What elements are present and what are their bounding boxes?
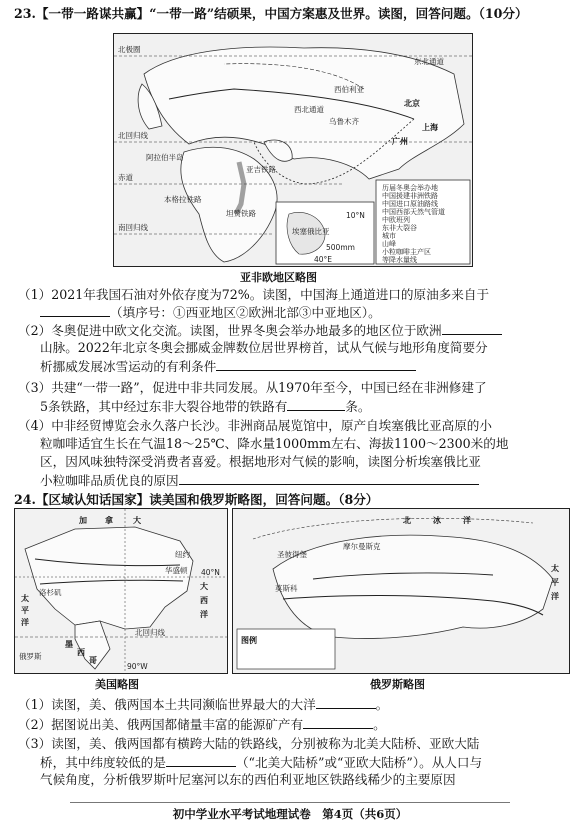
label-siberia: 西伯利亚 <box>334 85 364 94</box>
label-atlantic-3: 洋 <box>200 610 208 619</box>
q23-3-line2: 5条铁路，其中经过东非大裂谷地带的铁路有 条。 <box>40 399 371 414</box>
asia-africa-europe-map <box>113 33 473 267</box>
label-pacific-r2: 平 <box>551 578 559 587</box>
q23-2-line1: （2）冬奥促进中欧文化交流。读图，世界冬奥会举办地最多的地区位于欧洲 <box>18 322 502 339</box>
q24-1-line1: （1）读图，美、俄两国本土共同濒临世界最大的大洋 。 <box>18 697 389 712</box>
q23-4-line3: 区，因风味独特深受消费者喜爱。根据地形对气候的影响，读图分析埃塞俄比亚 <box>40 454 481 469</box>
label-mexico-1: 墨 <box>65 640 73 649</box>
label-st-petersburg: 圣彼得堡 <box>277 550 307 559</box>
label-guangzhou: 广州 <box>392 137 408 146</box>
usa-map-graphic <box>15 509 227 673</box>
label-pacific-3: 洋 <box>21 618 29 627</box>
q23-4-line2: 粒咖啡适宜生长在气温18～25℃、降水量1000mm左右、海拔1100～2300米的地 <box>40 436 509 451</box>
q23-3-line1: （3）共建“一带一路”，促进中非共同发展。从1970年至今，中国已经在非洲修建了 <box>18 380 487 395</box>
q23-heading: 23.【一带一路谋共赢】“一带一路”结硕果，中国方案惠及世界。读图，回答问题。（10分） <box>14 6 528 21</box>
label-nw-passage: 西北通道 <box>294 105 324 114</box>
q23-2-line2: 山脉。2022年北京冬奥会挪威金牌数位居世界榜首，试从气候与地形角度简要分 <box>40 340 488 355</box>
legend-rail: 中国援建非洲铁路 <box>382 192 438 200</box>
q23-1-line1: （1）2021年我国石油对外依存度为72%。读图，中国海上通道进口的原油多来自于 <box>18 287 490 302</box>
russia-map <box>232 508 570 674</box>
russia-map-graphic <box>233 509 569 673</box>
answer-blank[interactable] <box>179 472 479 485</box>
label-pacific-r1: 太 <box>551 564 559 573</box>
footer-rule <box>70 802 510 803</box>
label-canada-1: 加 <box>79 516 87 525</box>
label-mexico-2: 西 <box>77 648 85 657</box>
label-legend: 图例 <box>241 636 257 645</box>
q23-1-line2: （填序号：①西亚地区②欧洲北部③中亚地区）。 <box>40 304 381 321</box>
label-tropic-capricorn: 南回归线 <box>118 223 148 232</box>
label-arctic-2: 冰 <box>433 516 441 525</box>
legend-train: 中欧班列 <box>382 216 410 224</box>
label-atlantic-2: 西 <box>200 596 208 605</box>
label-pacific-1: 太 <box>21 594 29 603</box>
label-russia: 俄罗斯 <box>19 652 42 661</box>
legend-oil-route: 中国进口原油路线 <box>382 200 438 208</box>
label-murmansk: 摩尔曼斯克 <box>343 542 381 551</box>
answer-blank[interactable] <box>216 358 416 371</box>
legend-city: 城市 <box>382 232 396 240</box>
q23-4-line4: 小粒咖啡品质优良的原因 <box>40 472 479 489</box>
q24-2-line1: （2）据图说出美、俄两国都储量丰富的能源矿产有 。 <box>18 717 386 732</box>
label-urumqi: 乌鲁木齐 <box>329 117 359 126</box>
q24-heading: 24.【区域认知话国家】读美国和俄罗斯略图，回答问题。（8分） <box>14 492 379 507</box>
label-beijing: 北京 <box>404 99 420 108</box>
label-pacific-r3: 洋 <box>551 592 559 601</box>
label-equator: 赤道 <box>118 173 133 182</box>
answer-blank[interactable] <box>40 304 110 317</box>
label-tropic-cancer: 北回归线 <box>118 131 148 140</box>
label-canada-2: 拿 <box>105 516 113 525</box>
label-benguela-rail: 本格拉铁路 <box>164 195 202 204</box>
answer-blank[interactable] <box>303 716 373 729</box>
label-los-angeles: 洛杉矶 <box>39 588 62 597</box>
label-pacific-2: 平 <box>21 606 29 615</box>
answer-blank[interactable] <box>287 398 345 411</box>
label-arctic-1: 北 <box>403 516 411 525</box>
map-graphic <box>114 34 472 266</box>
q24-3-line3: 气候角度，分析俄罗斯叶尼塞河以东的西伯利亚地区铁路线稀少的主要原因 <box>40 772 456 787</box>
page-footer: 初中学业水平考试地理试卷 第4页（共6页） <box>172 807 408 821</box>
usa-map <box>14 508 228 674</box>
q24-3-line1: （3）读图，美、俄两国都有横跨大陆的铁路线，分别被称为北美大陆桥、亚欧大陆 <box>18 736 480 751</box>
legend-isohyet: 等降水量线 <box>382 256 417 264</box>
legend-olympics: 历届冬奥会举办地 <box>382 184 438 192</box>
answer-blank[interactable] <box>442 322 502 335</box>
label-moscow: 莫斯科 <box>275 584 298 593</box>
label-mexico-3: 哥 <box>89 656 97 665</box>
q23-4-line1: （4）中非经贸博览会永久落户长沙。非洲商品展览馆中，原产自埃塞俄比亚高原的小 <box>18 418 492 433</box>
usa-map-caption: 美国略图 <box>95 678 139 691</box>
label-ne-passage: 东北通道 <box>414 57 444 66</box>
label-yaji-rail: 亚吉铁路 <box>246 165 276 174</box>
label-tropic: 北回归线 <box>135 628 165 637</box>
label-shanghai: 上海 <box>422 123 438 132</box>
legend-gas-pipe: 中国西部天然气管道 <box>382 208 445 216</box>
label-40n: 40°N <box>201 568 220 577</box>
label-arabia: 阿拉伯半岛 <box>146 153 184 162</box>
label-arctic-circle: 北极圈 <box>118 45 141 54</box>
q23-2-line3: 析挪威发展冰雪运动的有利条件 <box>40 358 416 375</box>
label-40e: 40°E <box>314 255 333 264</box>
label-washington: 华盛顿 <box>165 566 188 575</box>
q23-map-caption: 亚非欧地区略图 <box>240 271 317 284</box>
label-90w: 90°W <box>127 662 148 671</box>
label-10n: 10°N <box>346 211 365 220</box>
label-ethiopia: 埃塞俄比亚 <box>292 227 330 236</box>
label-new-york: 纽约 <box>175 550 190 559</box>
label-tazara: 坦赞铁路 <box>226 209 256 218</box>
label-canada-3: 大 <box>133 516 141 525</box>
q24-3-line2: 桥，其中纬度较低的是 （“北美大陆桥”或“亚欧大陆桥”）。从人口与 <box>40 755 483 770</box>
label-500mm: 500mm <box>326 243 355 252</box>
label-arctic-3: 洋 <box>463 516 471 525</box>
answer-blank[interactable] <box>166 754 236 767</box>
legend-coffee: 小粒咖啡主产区 <box>382 248 431 256</box>
answer-blank[interactable] <box>316 696 376 709</box>
russia-map-caption: 俄罗斯略图 <box>370 678 425 691</box>
legend-rift: 东非大裂谷 <box>382 224 417 232</box>
label-atlantic-1: 大 <box>200 582 208 591</box>
legend-peak: 山峰 <box>382 240 396 248</box>
